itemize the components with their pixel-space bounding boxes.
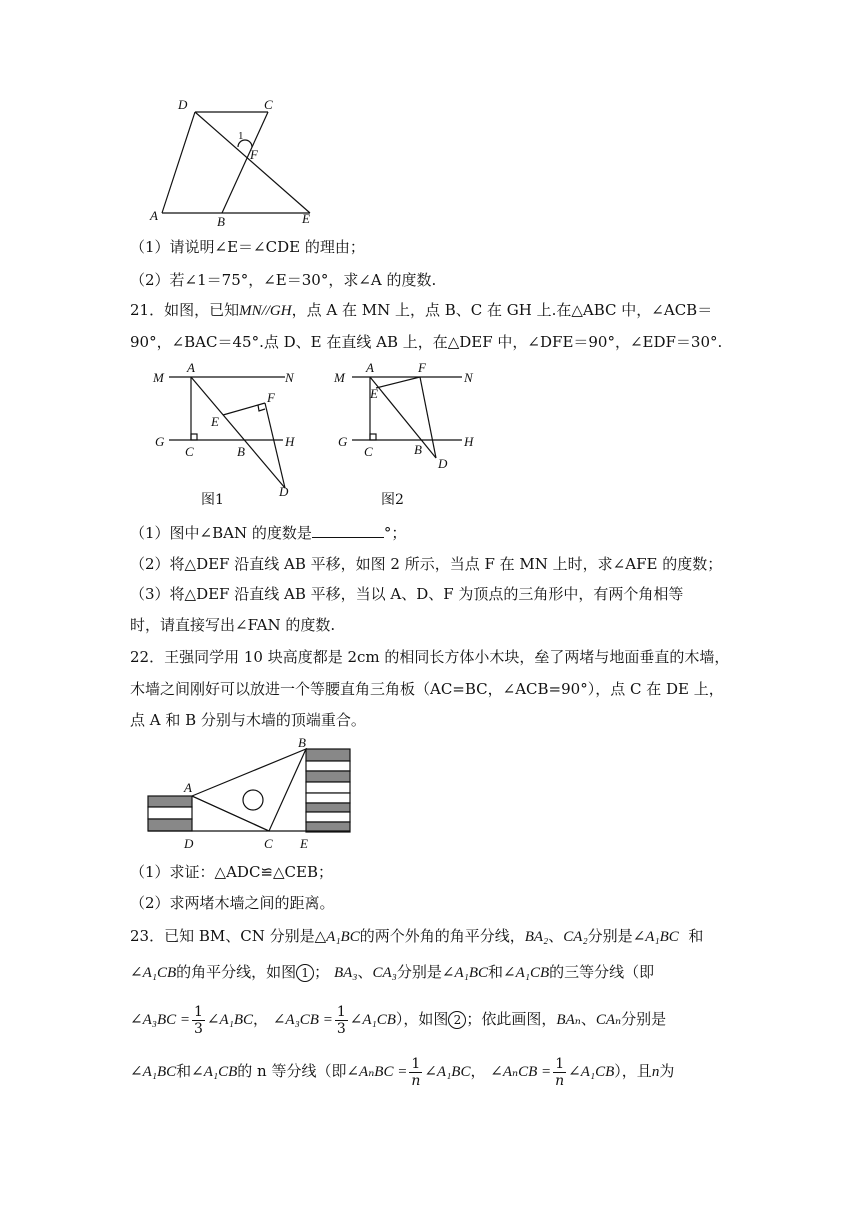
- fig22-label-B: B: [298, 735, 306, 750]
- fig20-label-F: F: [250, 147, 258, 162]
- fig20-label-C: C: [264, 97, 273, 112]
- q22-line1: 22．王强同学用 10 块高度都是 2cm 的相同长方体小木块，垒了两堵与地面垂直的木墙，: [130, 648, 730, 666]
- q23-line3: ∠A₃BC = $\frac{1}{3}$ ∠A₁BC， ∠A₃CB = $\frac{1}{3}$ ∠A₁CB），如图 2 ；依此画图，BAₙ、CAₙ分别是: [130, 1003, 667, 1037]
- q21-part3a: （3）将△DEF 沿直线 AB 平移，当以 A、D、F 为顶点的三角形中，有两个角相等: [130, 585, 684, 603]
- q21-part1: （1）图中∠BAN 的度数是 °；: [130, 524, 407, 542]
- q22-line2: 木墙之间刚好可以放进一个等腰直角三角板（AC=BC，∠ACB=90°），点 C 在 DE 上，: [130, 680, 724, 698]
- fig2-label-F: F: [418, 360, 426, 375]
- fig1-label-A: A: [187, 360, 195, 375]
- fig2-label-C: C: [364, 444, 373, 459]
- q21-fig2-caption: 图2: [381, 492, 404, 508]
- fig1-label-H: H: [285, 434, 295, 449]
- q21-line2: 90°，∠BAC＝45°.点 D、E 在直线 AB 上，在△DEF 中，∠DFE＝90°，∠EDF＝30°.: [130, 333, 723, 351]
- fig1-label-D: D: [279, 484, 289, 499]
- q20-part2: （2）若∠1＝75°，∠E＝30°，求∠A 的度数.: [130, 271, 437, 289]
- fig1-label-B: B: [237, 444, 245, 459]
- fig2-label-D: D: [438, 456, 448, 471]
- q21-figure-1: [145, 360, 310, 500]
- fig1-label-N: N: [285, 370, 294, 385]
- fig20-label-A: A: [150, 208, 158, 223]
- q21-part3b: 时，请直接写出∠FAN 的度数.: [130, 616, 336, 634]
- fig2-label-B: B: [414, 442, 422, 457]
- answer-blank: [312, 523, 384, 538]
- q21-fig1-caption: 图1: [201, 492, 224, 508]
- fig1-label-F: F: [267, 390, 275, 405]
- q23-line4: ∠A₁BC和∠A₁CB的 n 等分线（即∠AₙBC = $\frac{1}{n}$ ∠A₁BC， ∠AₙCB = $\frac{1}{n}$ ∠A₁CB），且n为: [130, 1055, 675, 1089]
- fig1-label-C: C: [185, 444, 194, 459]
- fig1-label-E: E: [211, 414, 219, 429]
- q22-part1: （1）求证：△ADC≌△CEB；: [130, 863, 333, 881]
- q23-line1: 23．已知 BM、CN 分别是△A₁BC的两个外角的角平分线，BA₂、CA₂分别是∠A₁BC 和: [130, 927, 704, 945]
- fig1-label-M: M: [153, 370, 164, 385]
- fig22-label-D: D: [184, 836, 194, 851]
- q20-figure: [140, 95, 340, 230]
- fig22-label-C: C: [264, 836, 273, 851]
- q21-part2: （2）将△DEF 沿直线 AB 平移，如图 2 所示，当点 F 在 MN 上时，求∠AFE 的度数；: [130, 555, 723, 573]
- fig20-label-E: E: [302, 211, 310, 226]
- fig2-label-M: M: [334, 370, 345, 385]
- q22-line3: 点 A 和 B 分别与木墙的顶端重合。: [130, 711, 366, 729]
- fig2-label-G: G: [338, 434, 348, 449]
- fig2-label-H: H: [464, 434, 474, 449]
- fig22-label-A: A: [184, 780, 192, 795]
- fig2-label-E: E: [370, 386, 378, 401]
- fig20-label-D: D: [178, 97, 188, 112]
- fig1-label-G: G: [155, 434, 165, 449]
- fig2-label-A: A: [366, 360, 374, 375]
- fig2-label-N: N: [464, 370, 473, 385]
- fig20-label-1: 1: [238, 130, 244, 142]
- fig22-label-E: E: [300, 836, 308, 851]
- fig20-label-B: B: [217, 214, 225, 229]
- q20-part1: （1）请说明∠E＝∠CDE 的理由；: [130, 238, 365, 256]
- q22-figure: [140, 732, 365, 854]
- q22-part2: （2）求两堵木墙之间的距离。: [130, 894, 335, 912]
- q23-line2: ∠A₁CB的角平分线，如图 1 ； BA₃、CA₃分别是∠A₁BC和∠A₁CB的三等分线（即: [130, 963, 655, 981]
- q21-figure-2: [330, 360, 490, 475]
- q21-line1: 21．如图，已知MN//GH，点 A 在 MN 上，点 B、C 在 GH 上.在△ABC 中，∠ACB＝: [130, 301, 713, 319]
